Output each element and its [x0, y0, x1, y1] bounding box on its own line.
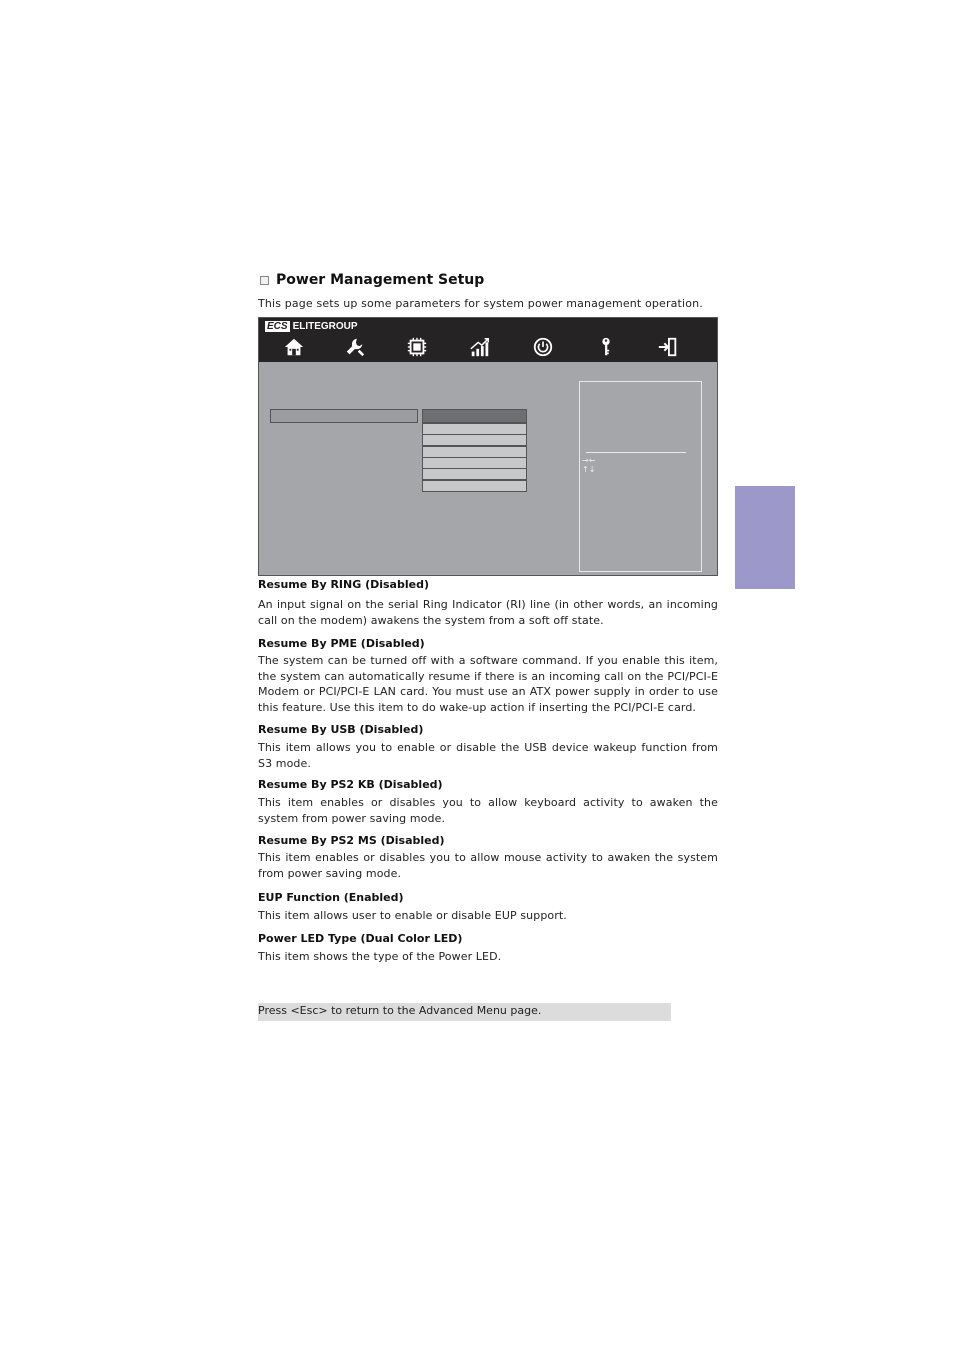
bios-header	[259, 318, 717, 362]
brand-mark: ECS	[267, 321, 288, 332]
item-text: The system can be turned off with a software command. If you enable this item, the system can automatically resume if there is an incoming call on the PCI/PCI-E Modem or PCI/PCI-E LAN card. You must use an ATX power supply in order to use this feature. Use this item to do wake-up action if inserting the PCI/PCI-E card.	[258, 654, 718, 714]
help-panel	[579, 381, 702, 572]
item-text: This item allows user to enable or disable EUP support.	[258, 909, 567, 922]
section-bullet-icon	[260, 276, 269, 285]
item-heading: Resume By PME (Disabled)	[258, 637, 425, 650]
brand-logo	[265, 321, 358, 332]
help-divider	[586, 452, 686, 453]
item-text: This item allows you to enable or disable the USB device wakeup function from S3 mode.	[258, 741, 718, 770]
performance-icon[interactable]	[467, 335, 493, 359]
item-text: This item enables or disables you to allow keyboard activity to awaken the system from power saving mode.	[258, 796, 718, 825]
section-intro: This page sets up some parameters for system power management operation.	[258, 297, 703, 310]
wrench-icon[interactable]	[342, 335, 368, 359]
chip-icon[interactable]	[404, 335, 430, 359]
home-icon[interactable]	[281, 335, 307, 359]
option-slot[interactable]	[422, 468, 527, 480]
item-heading: Resume By USB (Disabled)	[258, 723, 424, 736]
left-right-arrows-icon: →←	[582, 456, 596, 465]
option-slot[interactable]	[422, 434, 527, 446]
section-title: Power Management Setup	[276, 272, 485, 288]
help-keys	[582, 456, 595, 474]
up-down-arrows-icon: ↑↓	[582, 465, 596, 474]
item-heading: Resume By PS2 KB (Disabled)	[258, 778, 443, 791]
selected-item-bar[interactable]	[270, 409, 418, 423]
item-text: This item enables or disables you to allow mouse activity to awaken the system from power saving mode.	[258, 851, 718, 880]
item-heading: Resume By PS2 MS (Disabled)	[258, 834, 445, 847]
item-heading: EUP Function (Enabled)	[258, 891, 404, 904]
exit-icon[interactable]	[655, 335, 681, 359]
item-text: An input signal on the serial Ring Indicator (RI) line (in other words, an incoming call on the modem) awakens the system from a soft off state.	[258, 598, 718, 627]
item-heading: Power LED Type (Dual Color LED)	[258, 932, 463, 945]
brand-name: ELITEGROUP	[292, 321, 358, 332]
option-slot-selected[interactable]	[422, 409, 527, 423]
item-text: This item shows the type of the Power LED.	[258, 950, 502, 963]
footer-note: Press <Esc> to return to the Advanced Menu page.	[258, 1004, 542, 1017]
bios-screenshot	[258, 317, 718, 576]
option-slot[interactable]	[422, 480, 527, 492]
chapter-side-tab	[735, 486, 795, 589]
item-heading: Resume By RING (Disabled)	[258, 578, 429, 591]
key-icon[interactable]	[593, 335, 619, 359]
power-icon[interactable]	[530, 335, 556, 359]
